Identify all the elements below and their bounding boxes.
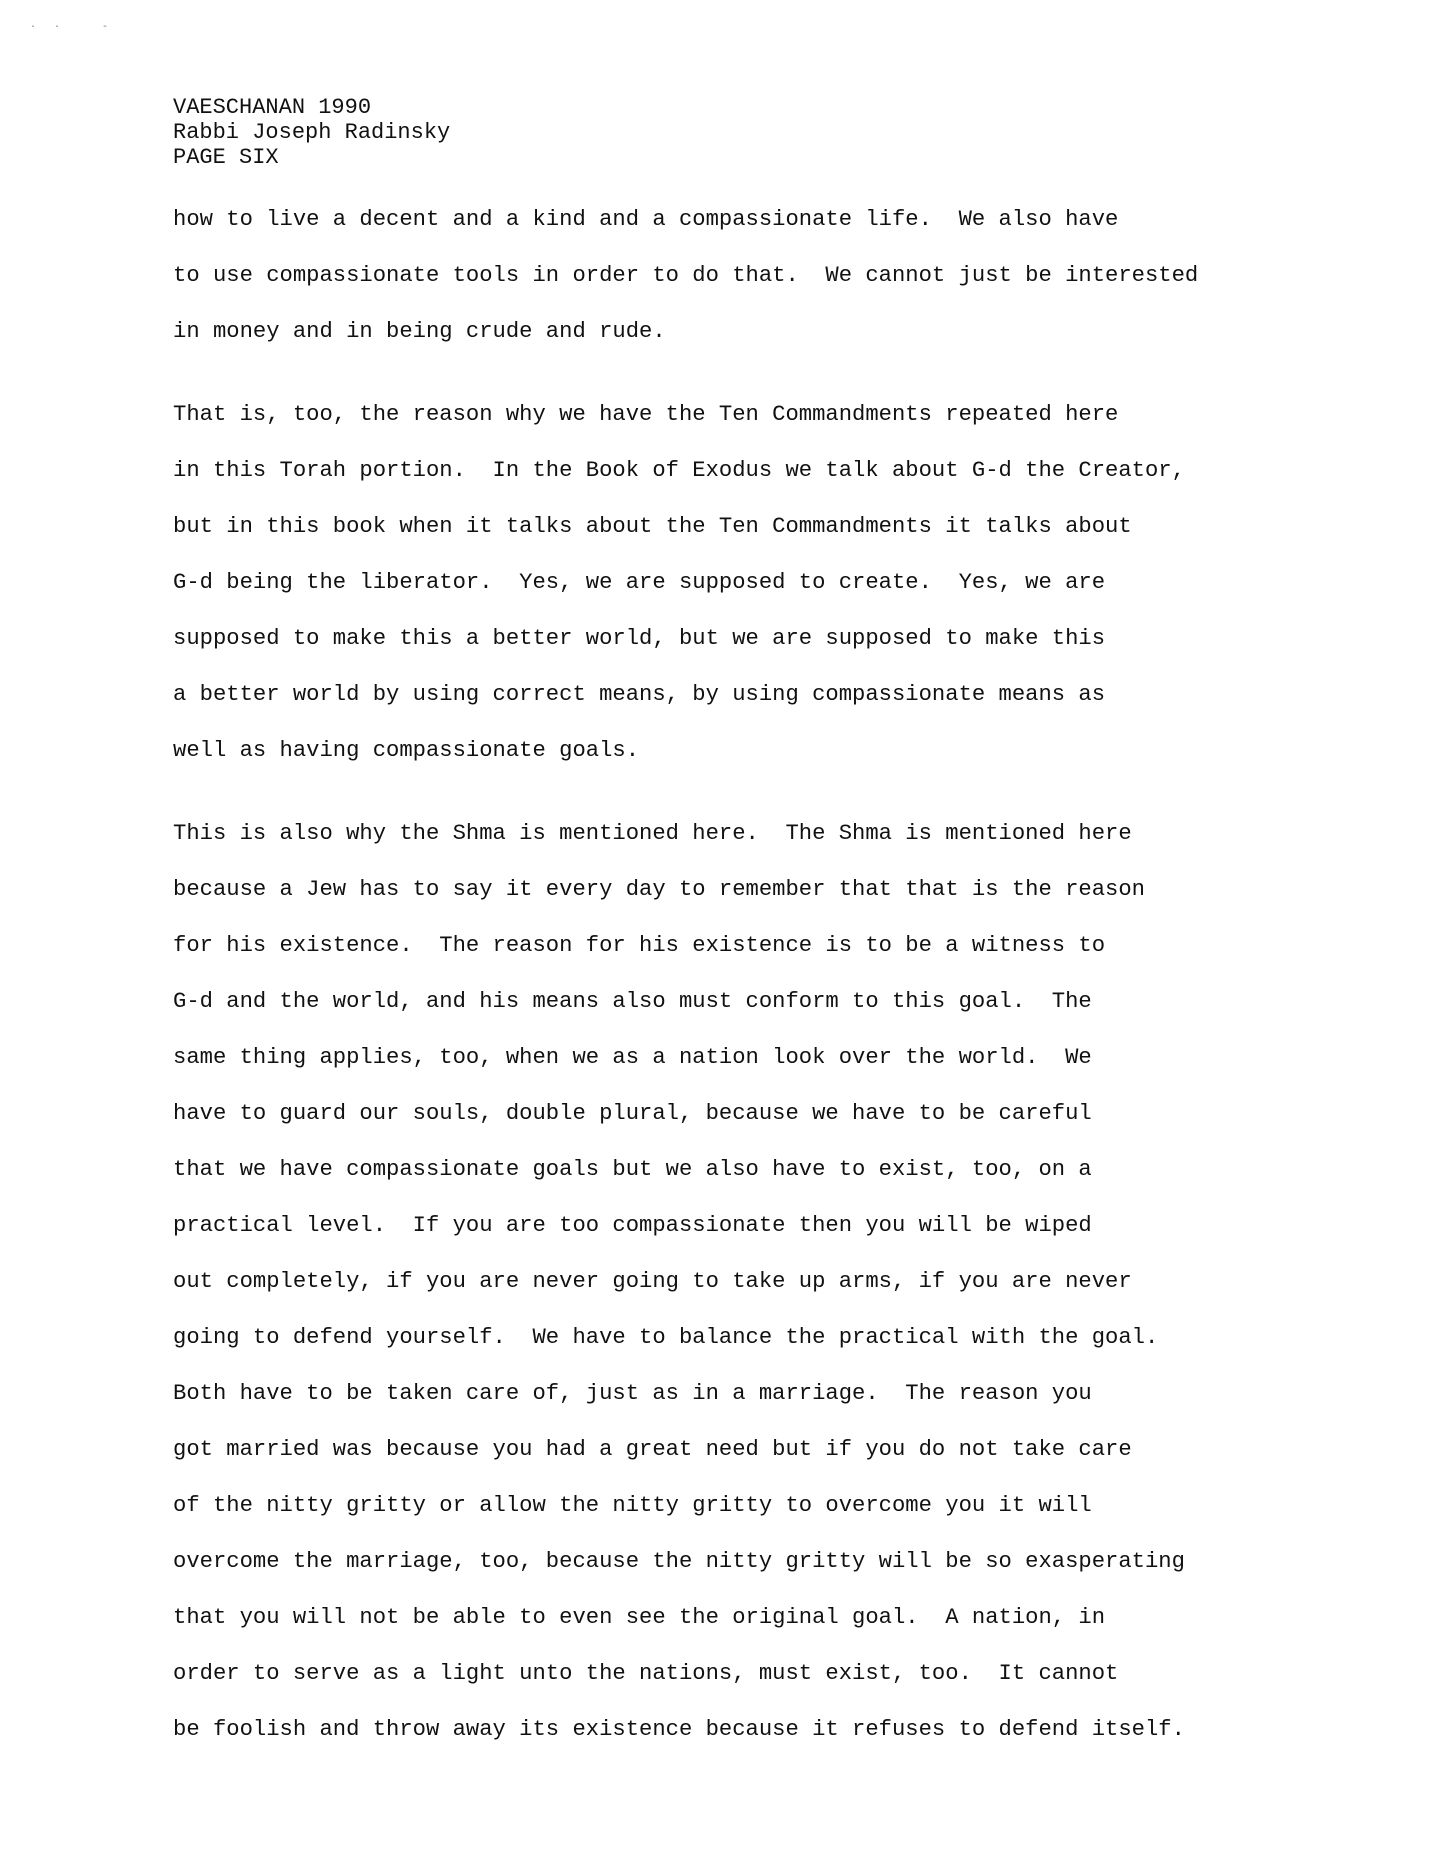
document-body — [173, 192, 1413, 1785]
text-line: supposed to make this a better world, but we are supposed to make this — [173, 626, 1106, 651]
text-line: well as having compassionate goals. — [173, 738, 640, 763]
text-line: that we have compassionate goals but we also have to exist, too, on a — [173, 1157, 1092, 1182]
text-line: have to guard our souls, double plural, because we have to be careful — [173, 1101, 1092, 1126]
text-line: G-d and the world, and his means also must conform to this goal. The — [173, 989, 1092, 1014]
text-line: in this Torah portion. In the Book of Exodus we talk about G-d the Creator, — [173, 458, 1185, 483]
text-line: how to live a decent and a kind and a compassionate life. We also have — [173, 207, 1119, 232]
text-line: practical level. If you are too compassionate then you will be wiped — [173, 1213, 1092, 1238]
text-line: that you will not be able to even see the original goal. A nation, in — [173, 1605, 1106, 1630]
text-line: This is also why the Shma is mentioned here. The Shma is mentioned here — [173, 821, 1132, 846]
text-line: going to defend yourself. We have to balance the practical with the goal. — [173, 1325, 1159, 1350]
text-line: order to serve as a light unto the nations, must exist, too. It cannot — [173, 1661, 1119, 1686]
text-line: because a Jew has to say it every day to remember that that is the reason — [173, 877, 1145, 902]
paragraph-3 — [173, 806, 1413, 1758]
text-line: That is, too, the reason why we have the Ten Commandments repeated here — [173, 402, 1119, 427]
text-line: a better world by using correct means, by using compassionate means as — [173, 682, 1106, 707]
paragraph-1 — [173, 192, 1413, 360]
text-line: out completely, if you are never going to take up arms, if you are never — [173, 1269, 1132, 1294]
paragraph-2 — [173, 387, 1413, 779]
text-line: be foolish and throw away its existence because it refuses to defend itself. — [173, 1717, 1185, 1742]
document-title: VAESCHANAN 1990 — [173, 95, 372, 120]
text-line: G-d being the liberator. Yes, we are supposed to create. Yes, we are — [173, 570, 1106, 595]
page-label: PAGE SIX — [173, 145, 279, 170]
text-line: Both have to be taken care of, just as in a marriage. The reason you — [173, 1381, 1092, 1406]
document-author: Rabbi Joseph Radinsky — [173, 120, 451, 145]
text-line: of the nitty gritty or allow the nitty gritty to overcome you it will — [173, 1493, 1092, 1518]
scan-specks: · · - — [30, 22, 115, 33]
text-line: but in this book when it talks about the Ten Commandments it talks about — [173, 514, 1132, 539]
text-line: got married was because you had a great need but if you do not take care — [173, 1437, 1132, 1462]
text-line: for his existence. The reason for his existence is to be a witness to — [173, 933, 1106, 958]
text-line: to use compassionate tools in order to do that. We cannot just be interested — [173, 263, 1199, 288]
document-header — [173, 95, 450, 170]
text-line: overcome the marriage, too, because the nitty gritty will be so exasperating — [173, 1549, 1185, 1574]
text-line: same thing applies, too, when we as a nation look over the world. We — [173, 1045, 1092, 1070]
text-line: in money and in being crude and rude. — [173, 319, 666, 344]
